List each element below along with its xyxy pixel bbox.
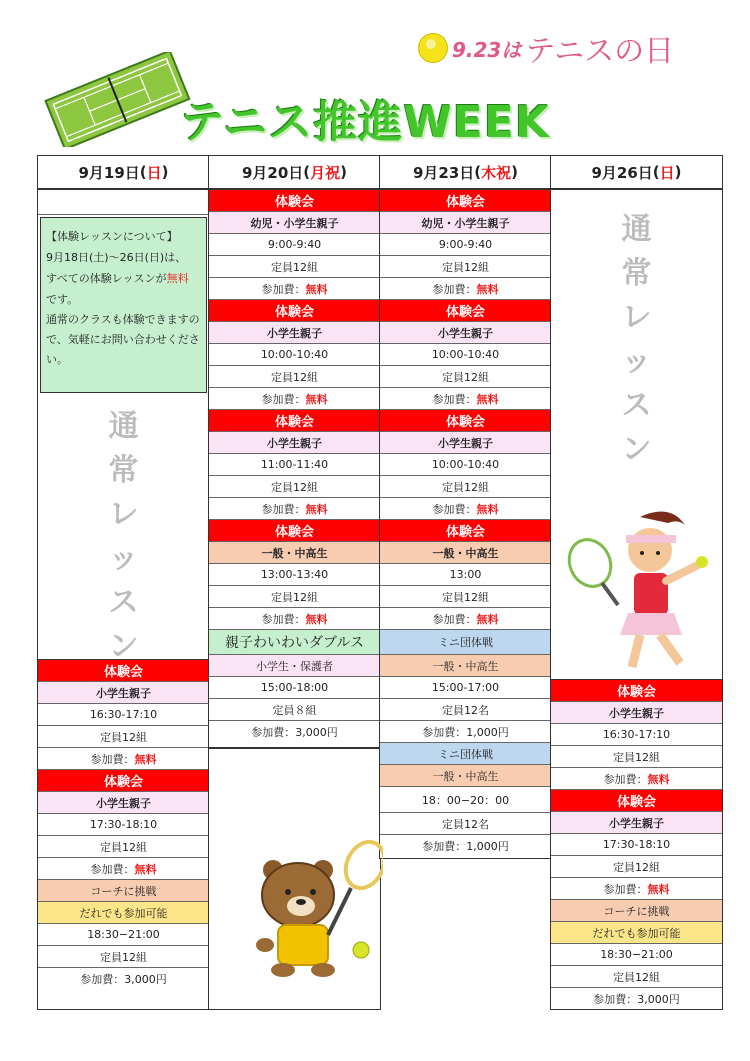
session-capacity: 定員12組: [551, 746, 722, 768]
session-time: 18:30−21:00: [38, 924, 209, 946]
session-time: 15:00-17:00: [380, 677, 551, 699]
session-target: 一般・中高生: [209, 542, 380, 564]
session-title: 体験会: [380, 190, 551, 212]
free-label: 無料: [476, 392, 499, 406]
session-time: 9:00-9:40: [380, 234, 551, 256]
session-title: 体験会: [380, 520, 551, 542]
regular-char: 常: [108, 453, 139, 488]
session-target: 小学生親子: [38, 792, 209, 814]
session-capacity: 定員12組: [380, 586, 551, 608]
session-title: 体験会: [209, 410, 380, 432]
session-capacity: 定員８組: [209, 699, 380, 721]
tennis-court-icon: [42, 52, 192, 147]
session-capacity: 定員12組: [551, 856, 722, 878]
session-fee: [380, 608, 551, 630]
regular-lesson-label: [38, 395, 209, 664]
session-fee: [380, 498, 551, 520]
session-time: 9:00-9:40: [209, 234, 380, 256]
session-time: 16:30-17:10: [38, 704, 209, 726]
free-label: 無料: [305, 502, 328, 516]
regular-char: 常: [621, 256, 652, 291]
regular-char: ッ: [108, 541, 139, 576]
blank-cell: [38, 190, 209, 215]
session-time: 11:00-11:40: [209, 454, 380, 476]
session-target: 小学生親子: [380, 432, 551, 454]
column-sep20: [208, 155, 381, 748]
header-date: 9月19日: [78, 163, 140, 182]
session-fee: [209, 388, 380, 410]
session-time: 13:00-13:40: [209, 564, 380, 586]
session-title: コーチに挑戦: [551, 900, 722, 922]
session-fee: [209, 278, 380, 300]
session-capacity: 定員12組: [209, 476, 380, 498]
fee-label: 参加費：: [432, 502, 477, 516]
regular-char: ス: [621, 388, 652, 423]
session-target: 一般・中高生: [380, 542, 551, 564]
session-fee: 参加費：1,000円: [380, 721, 551, 743]
column-header: [380, 156, 551, 190]
session-capacity: 定員12名: [380, 699, 551, 721]
note-text: すべての体験レッスンが: [46, 272, 167, 285]
session-capacity: 定員12組: [380, 476, 551, 498]
session-fee: [551, 768, 722, 790]
session-time: 16:30-17:10: [551, 724, 722, 746]
session-title: 体験会: [380, 410, 551, 432]
fee-label: 参加費：: [432, 392, 477, 406]
regular-char: ッ: [621, 344, 652, 379]
free-label: 無料: [647, 882, 670, 896]
session-fee: 参加費：3,000円: [251, 726, 338, 739]
session-title: ミニ団体戦: [380, 630, 551, 655]
regular-char: レ: [621, 300, 652, 335]
session-target: 一般・中高生: [380, 655, 551, 677]
session-capacity: 定員12組: [209, 586, 380, 608]
logo-date: 9.23は: [452, 37, 522, 62]
session-title: 体験会: [380, 300, 551, 322]
tennis-ball-icon: [418, 33, 448, 63]
fee-label: 参加費：: [603, 882, 648, 896]
session-title: ミニ団体戦: [380, 743, 551, 765]
session-fee: 参加費：3,000円: [80, 973, 167, 986]
header-date: 9月26日: [591, 163, 653, 182]
free-label: 無料: [305, 282, 328, 296]
free-label: 無料: [476, 282, 499, 296]
free-label: 無料: [166, 272, 189, 285]
session-fee: 参加費：1,000円: [422, 840, 509, 853]
note-line: 9月18日(土)～26日(日)は、: [46, 251, 187, 264]
session-time: 18：00−20：00: [380, 787, 551, 813]
session-title: 体験会: [38, 660, 209, 682]
session-target: 小学生親子: [551, 702, 722, 724]
session-title: コーチに挑戦: [38, 880, 209, 902]
page-title: テニス推進WEEK: [180, 97, 550, 148]
session-target: 小学生親子: [209, 322, 380, 344]
fee-label: 参加費：: [90, 752, 135, 766]
session-capacity: 定員12組: [380, 256, 551, 278]
session-target: 小学生・保護者: [209, 655, 380, 677]
fee-label: 参加費：: [432, 612, 477, 626]
free-label: 無料: [305, 612, 328, 626]
bear-tennis-illustration: [243, 840, 383, 980]
free-label: 無料: [647, 772, 670, 786]
fee-label: 参加費：: [90, 862, 135, 876]
column-sep19: [37, 155, 210, 1010]
session-time: 13:00: [380, 564, 551, 586]
fee-label: 参加費：: [261, 612, 306, 626]
column-header: [38, 156, 209, 190]
fee-label: 参加費：: [261, 502, 306, 516]
free-label: 無料: [476, 612, 499, 626]
regular-char: ス: [108, 585, 139, 620]
trial-lesson-note: [40, 217, 207, 393]
session-capacity: 定員12組: [209, 256, 380, 278]
session-capacity: 定員12組: [38, 726, 209, 748]
session-target: だれでも参加可能: [38, 902, 209, 924]
session-fee: [380, 278, 551, 300]
column-sep23: [379, 155, 552, 859]
session-target: 幼児・小学生親子: [209, 212, 380, 234]
paren: (: [652, 163, 660, 181]
paren: ): [511, 163, 519, 181]
session-title: 体験会: [209, 520, 380, 542]
session-fee: [38, 858, 209, 880]
session-capacity: 定員12組: [38, 836, 209, 858]
session-target: 小学生親子: [551, 812, 722, 834]
paren: (: [474, 163, 482, 181]
session-fee: [209, 608, 380, 630]
girl-tennis-illustration: [560, 505, 720, 675]
session-capacity: 定員12名: [380, 813, 551, 835]
session-time: 10:00-10:40: [380, 454, 551, 476]
header-day: 月祝: [310, 163, 341, 182]
session-target: 幼児・小学生親子: [380, 212, 551, 234]
session-target: 小学生親子: [209, 432, 380, 454]
session-time: 10:00-10:40: [209, 344, 380, 366]
session-capacity: 定員12組: [38, 946, 209, 968]
free-label: 無料: [134, 752, 157, 766]
regular-char: ン: [108, 629, 139, 664]
session-time: 15:00-18:00: [209, 677, 380, 699]
logo-text: テニスの日: [525, 34, 675, 69]
paren: (: [303, 163, 311, 181]
header-date: 9月23日: [412, 163, 475, 182]
note-line: [46, 268, 201, 289]
header-day: 日: [146, 163, 162, 182]
column-header: [551, 156, 722, 190]
header-day: 木祝: [481, 163, 512, 182]
note-line: 通常のクラスも体験できますので、気軽にお問い合わせください。: [46, 313, 200, 366]
session-time: 17:30-18:10: [38, 814, 209, 836]
session-title: 体験会: [551, 680, 722, 702]
session-title: 親子わいわいダブルス: [209, 630, 380, 655]
session-fee: [380, 388, 551, 410]
session-capacity: 定員12組: [551, 966, 722, 988]
fee-label: 参加費：: [603, 772, 648, 786]
regular-char: レ: [108, 497, 139, 532]
free-label: 無料: [134, 862, 157, 876]
note-line: 【体験レッスンについて】: [46, 230, 178, 243]
session-target: 小学生親子: [38, 682, 209, 704]
fee-label: 参加費：: [261, 282, 306, 296]
fee-label: 参加費：: [261, 392, 306, 406]
paren: (: [139, 163, 147, 181]
session-title: 体験会: [38, 770, 209, 792]
session-title: 体験会: [551, 790, 722, 812]
session-target: だれでも参加可能: [551, 922, 722, 944]
paren: ): [161, 163, 169, 181]
session-time: 18:30−21:00: [551, 944, 722, 966]
session-title: 体験会: [209, 190, 380, 212]
free-label: 無料: [476, 502, 499, 516]
session-capacity: 定員12組: [380, 366, 551, 388]
paren: ): [340, 163, 348, 181]
session-fee: [209, 498, 380, 520]
header-date: 9月20日: [241, 163, 304, 182]
free-label: 無料: [305, 392, 328, 406]
session-fee: [38, 748, 209, 770]
session-title: 体験会: [209, 300, 380, 322]
regular-char: 通: [621, 212, 652, 247]
session-target: 小学生親子: [380, 322, 551, 344]
session-target: 一般・中高生: [380, 765, 551, 787]
tennis-day-logo: [418, 30, 675, 69]
session-time: 10:00-10:40: [380, 344, 551, 366]
session-time: 17:30-18:10: [551, 834, 722, 856]
regular-char: ン: [621, 432, 652, 467]
session-capacity: 定員12組: [209, 366, 380, 388]
fee-label: 参加費：: [432, 282, 477, 296]
note-line: です。: [46, 293, 79, 306]
regular-char: 通: [108, 409, 139, 444]
session-fee: 参加費：3,000円: [593, 993, 680, 1006]
column-header: [209, 156, 380, 190]
session-fee: [551, 878, 722, 900]
header-day: 日: [659, 163, 675, 182]
paren: ): [674, 163, 682, 181]
